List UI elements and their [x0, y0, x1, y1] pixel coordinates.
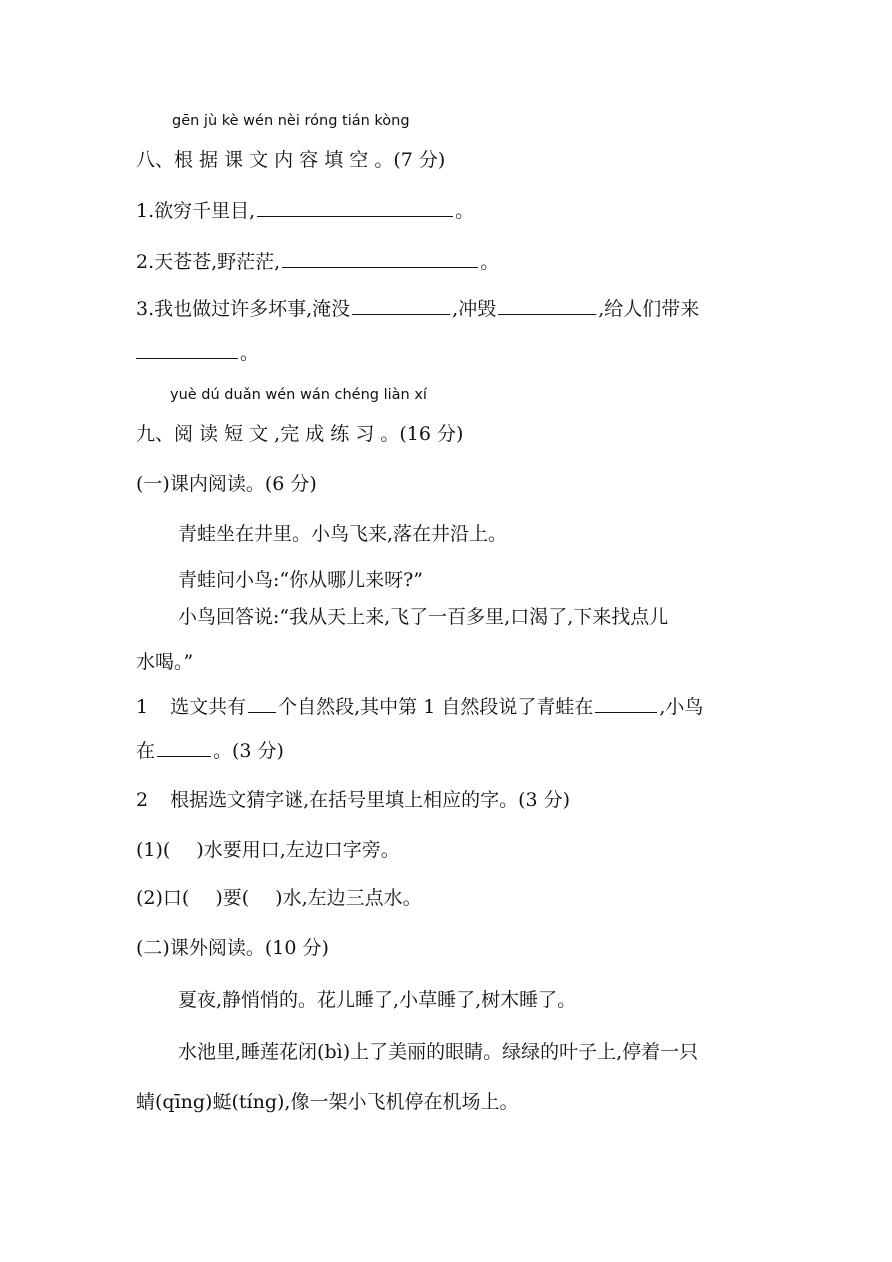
answer-blank[interactable]	[248, 694, 276, 713]
riddle-1: (1)( )水要用口,左边口字旁。	[136, 839, 400, 861]
section8-pinyin: gēn jù kè wén nèi róng tián kòng	[172, 113, 410, 129]
passage-para-cont: 蜻(qīng)蜓(tíng),像一架小飞机停在机场上。	[136, 1091, 519, 1113]
part1-title: (一)课内阅读。(6 分)	[136, 473, 317, 495]
question-2: 2 根据选文猜字谜,在括号里填上相应的字。(3 分)	[136, 789, 571, 811]
answer-blank[interactable]	[595, 694, 657, 713]
question-1-cont: 在 。(3 分)	[136, 740, 284, 762]
section9-pinyin: yuè dú duǎn wén wán chéng liàn xí	[170, 387, 427, 403]
answer-blank[interactable]	[136, 340, 238, 359]
answer-blank[interactable]	[498, 296, 596, 315]
answer-blank[interactable]	[157, 738, 211, 757]
passage-para: 水池里,睡莲花闭(bì)上了美丽的眼睛。绿绿的叶子上,停着一只	[178, 1041, 699, 1063]
answer-blank[interactable]	[352, 296, 450, 315]
passage-para: 青蛙坐在井里。小鸟飞来,落在井沿上。	[178, 523, 508, 545]
question-1: 1 选文共有 个自然段,其中第 1 自然段说了青蛙在 ,小鸟	[136, 696, 704, 718]
section9-heading: 九、阅 读 短 文 ,完 成 练 习 。(16 分)	[136, 423, 464, 445]
fill-item-3-cont: 。	[136, 340, 259, 365]
passage-para: 小鸟回答说:“我从天上来,飞了一百多里,口渴了,下来找点儿	[178, 606, 669, 628]
fill-item-3: 3.我也做过许多坏事,淹没 ,冲毁 ,给人们带来	[136, 298, 700, 320]
passage-para-cont: 水喝。”	[136, 651, 194, 673]
riddle-2: (2)口( )要( )水,左边三点水。	[136, 887, 422, 909]
passage-para: 夏夜,静悄悄的。花儿睡了,小草睡了,树木睡了。	[178, 989, 577, 1011]
part2-title: (二)课外阅读。(10 分)	[136, 937, 329, 959]
fill-item-2: 2.天苍苍,野茫茫, 。	[136, 251, 500, 273]
answer-blank[interactable]	[282, 249, 478, 268]
fill-item-1: 1.欲穷千里目, 。	[136, 200, 475, 222]
passage-para: 青蛙问小鸟:“你从哪儿来呀?”	[178, 569, 424, 591]
answer-blank[interactable]	[257, 198, 453, 217]
section8-heading: 八、根 据 课 文 内 容 填 空 。(7 分)	[136, 149, 446, 171]
